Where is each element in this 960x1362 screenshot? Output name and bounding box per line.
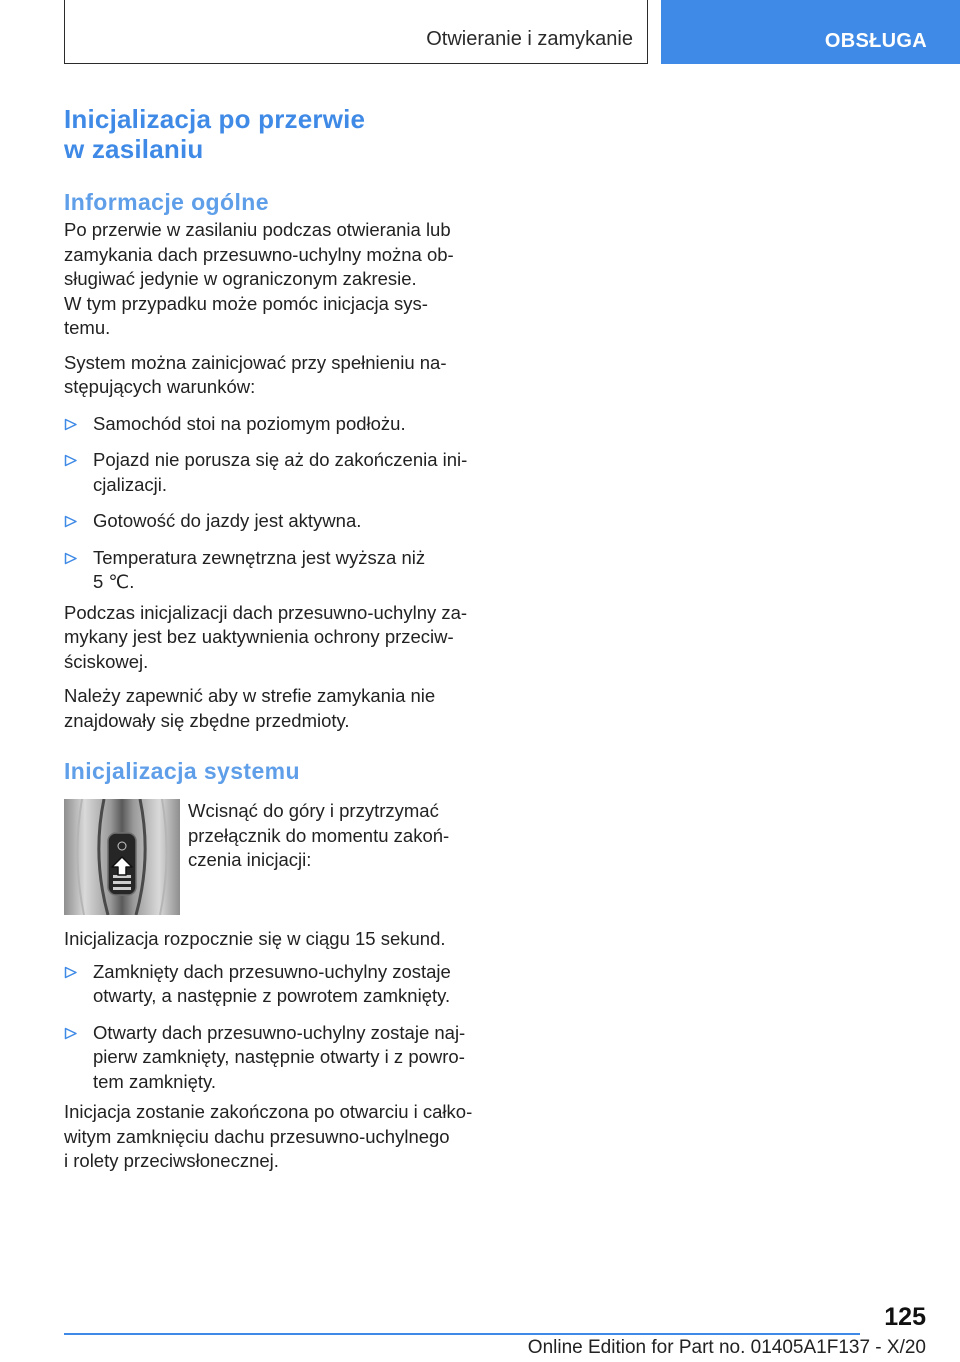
general-heading: Informacje ogólne [64, 189, 269, 215]
triangle-bullet-icon [64, 966, 78, 979]
triangle-bullet-icon [64, 552, 78, 565]
roof-switch-illustration [64, 799, 180, 915]
list-item [64, 509, 480, 534]
list-item [64, 412, 480, 437]
header-tab-label: OBSŁUGA [824, 30, 927, 52]
main-heading [64, 104, 480, 164]
text-line: witym zamknięciu dachu przesuwno-uchylnego [64, 1125, 450, 1147]
main-heading-line-1: Inicjalizacja po przerwie [64, 104, 366, 134]
list-item-text: tem zamknięty. [93, 1070, 217, 1092]
list-item-text: cjalizacji. [93, 473, 168, 495]
text-line: stępujących warunków: [64, 376, 256, 397]
text-line: Podczas inicjalizacji dach przesuwno-uchylny za- [64, 601, 468, 623]
list-item-text: Gotowość do jazdy jest aktywna. [93, 510, 362, 531]
triangle-bullet-icon [64, 418, 78, 431]
list-item-text: Samochód stoi na poziomym podłożu. [93, 412, 406, 434]
general-paragraph-3 [64, 601, 480, 675]
triangle-bullet-icon [64, 1027, 78, 1040]
general-paragraph-1 [64, 218, 480, 341]
roof-switch-icon [64, 799, 180, 915]
text-line: Należy zapewnić aby w strefie zamykania nie [64, 685, 436, 706]
header-section-title: Otwieranie i zamykanie [426, 28, 633, 50]
list-item-text: Temperatura zewnętrzna jest wyższa niż [93, 546, 426, 568]
text-line: przełącznik do momentu zakoń- [188, 824, 450, 846]
results-list [64, 960, 480, 1095]
text-line: temu. [64, 317, 111, 338]
instruction-block [64, 799, 480, 915]
system-init-heading: Inicjalizacja systemu [64, 758, 300, 784]
list-item [64, 448, 480, 497]
list-item-text: Zamknięty dach przesuwno-uchylny zostaje [93, 960, 451, 982]
list-item-text: Pojazd nie porusza się aż do zakończenia ini- [93, 449, 468, 470]
triangle-bullet-icon [64, 454, 78, 467]
text-line: Wcisnąć do góry i przytrzymać [188, 800, 439, 821]
list-item [64, 546, 480, 595]
list-item-text: Otwarty dach przesuwno-uchylny zostaje naj- [93, 1021, 466, 1043]
list-item-text: otwarty, a następnie z powrotem zamknięty. [93, 985, 451, 1006]
text-line: Po przerwie w zasilaniu podczas otwierania lub [64, 219, 451, 240]
list-item-text: pierw zamknięty, następnie otwarty i z powro- [93, 1046, 465, 1067]
text-line: System można zainicjować przy spełnieniu na- [64, 351, 447, 373]
general-paragraph-2 [64, 351, 480, 400]
page-number: 125 [884, 1303, 926, 1331]
text-line: Inicjacja zostanie zakończona po otwarciu i całko- [64, 1101, 473, 1122]
footer-edition-text: Online Edition for Part no. 01405A1F137 - X/20 [527, 1337, 926, 1358]
start-text: Inicjalizacja rozpocznie się w ciągu 15 sekund. [64, 928, 446, 949]
final-paragraph [64, 1100, 480, 1174]
text-line: znajdowały się zbędne przedmioty. [64, 709, 350, 731]
text-line: zamykania dach przesuwno-uchylny można ob- [64, 243, 454, 265]
conditions-list [64, 412, 480, 595]
triangle-bullet-icon [64, 515, 78, 528]
text-line: czenia inicjacji: [188, 849, 312, 870]
header-tab[interactable] [661, 0, 960, 64]
text-line: i rolety przeciwsłonecznej. [64, 1150, 279, 1171]
footer-divider [64, 1333, 860, 1335]
general-paragraph-4 [64, 684, 480, 733]
list-item [64, 960, 480, 1009]
page-content [64, 104, 480, 1174]
list-item-text: 5 ℃. [93, 571, 135, 592]
main-heading-line-2: w zasilaniu [64, 134, 204, 164]
text-line: W tym przypadku może pomóc inicjacja sys- [64, 292, 428, 314]
header-frame [64, 0, 648, 64]
list-item [64, 1021, 480, 1095]
text-line: sługiwać jedynie w ograniczonym zakresie. [64, 268, 417, 289]
text-line: mykany jest bez uaktywnienia ochrony przeciw- [64, 626, 454, 647]
text-line: ściskowej. [64, 650, 149, 672]
